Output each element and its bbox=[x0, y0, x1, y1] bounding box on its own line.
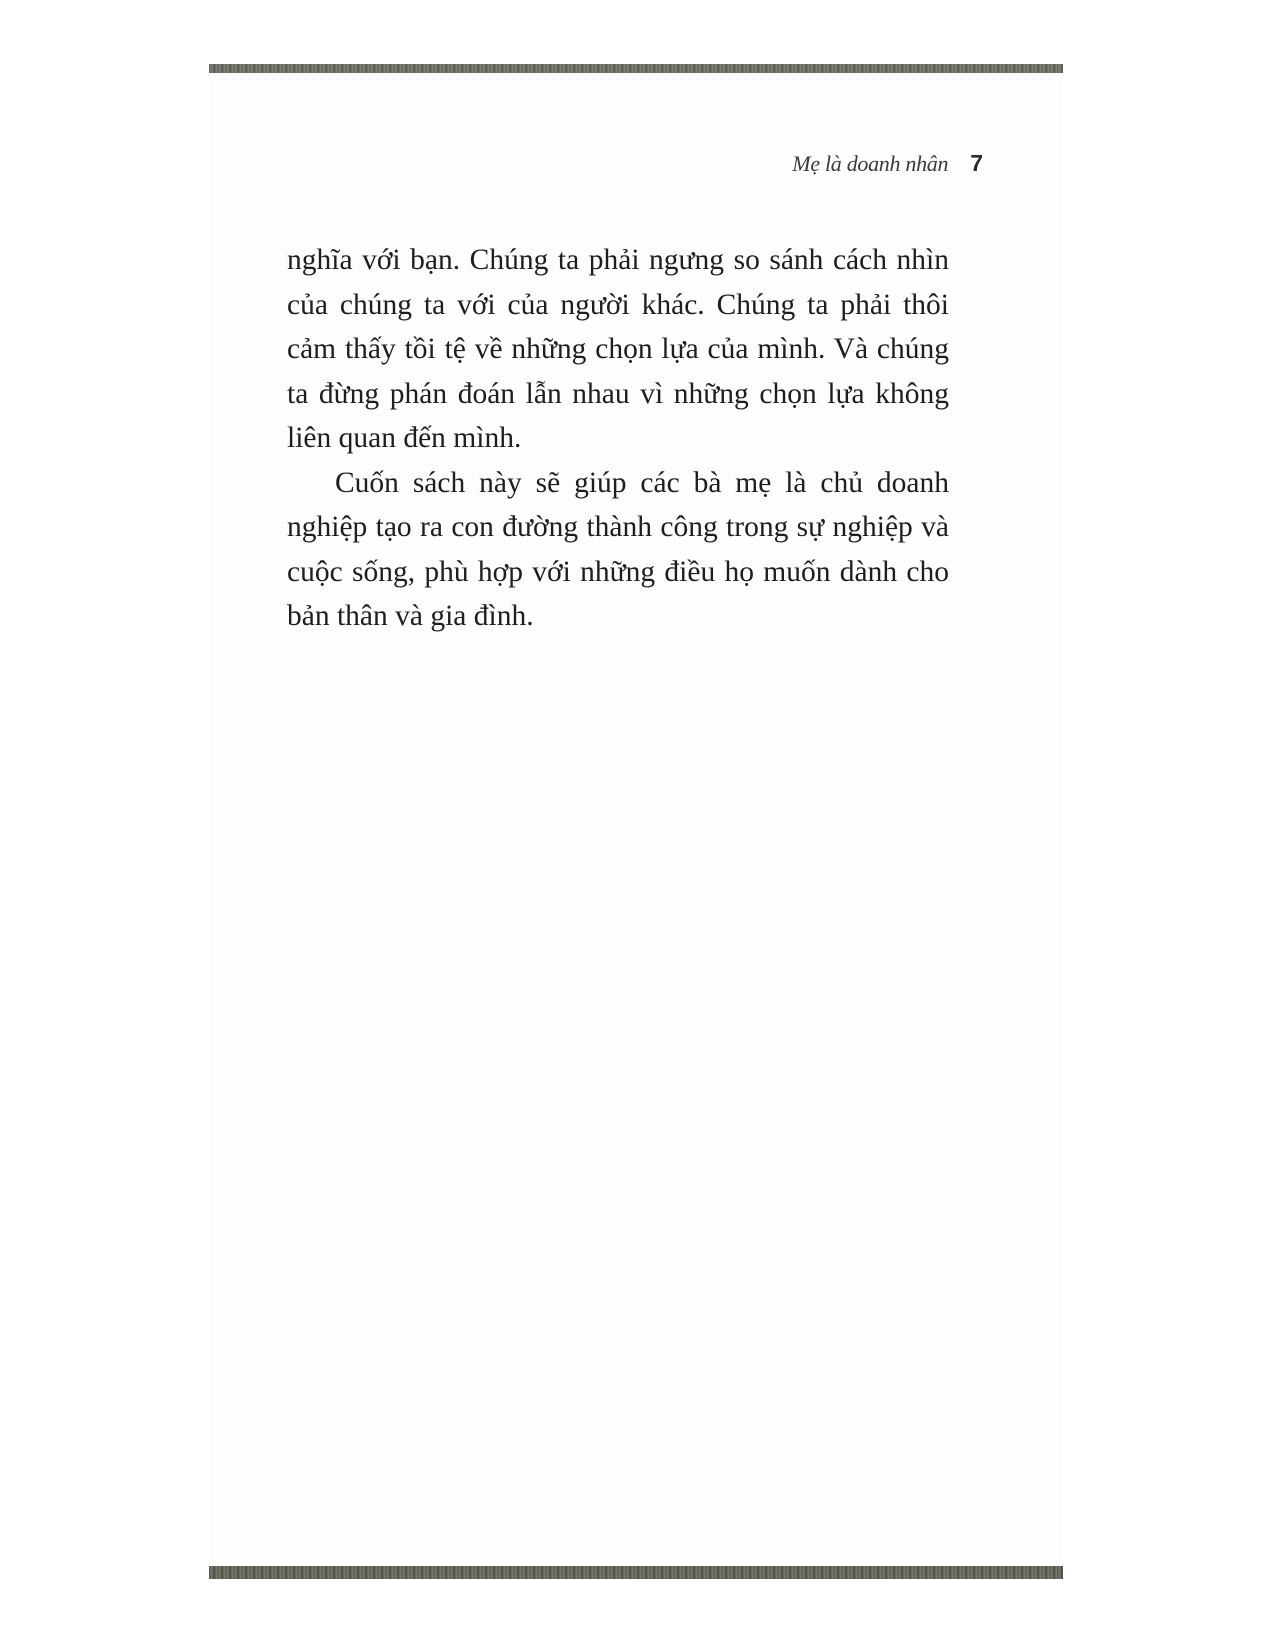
bottom-page-edge bbox=[209, 1566, 1063, 1579]
running-title: Mẹ là doanh nhân bbox=[792, 151, 949, 176]
paragraph-continued: nghĩa với bạn. Chúng ta phải ngưng so sánh cách nhìn của chúng ta với của người khác. Chúng ta phải thôi cảm thấy tồi tệ về những chọn lựa của mình. Và chúng ta đừng phán đoán lẫn nhau vì những chọn lựa không liên quan đến mình. bbox=[287, 244, 949, 454]
page-number: 7 bbox=[970, 150, 983, 176]
paragraph: Cuốn sách này sẽ giúp các bà mẹ là chủ doanh nghiệp tạo ra con đường thành công trong sự nghiệp và cuộc sống, phù hợp với những điều họ muốn dành cho bản thân và gia đình. bbox=[287, 466, 949, 632]
top-page-edge bbox=[209, 64, 1063, 73]
body-text bbox=[287, 238, 949, 639]
page-header bbox=[792, 150, 983, 177]
